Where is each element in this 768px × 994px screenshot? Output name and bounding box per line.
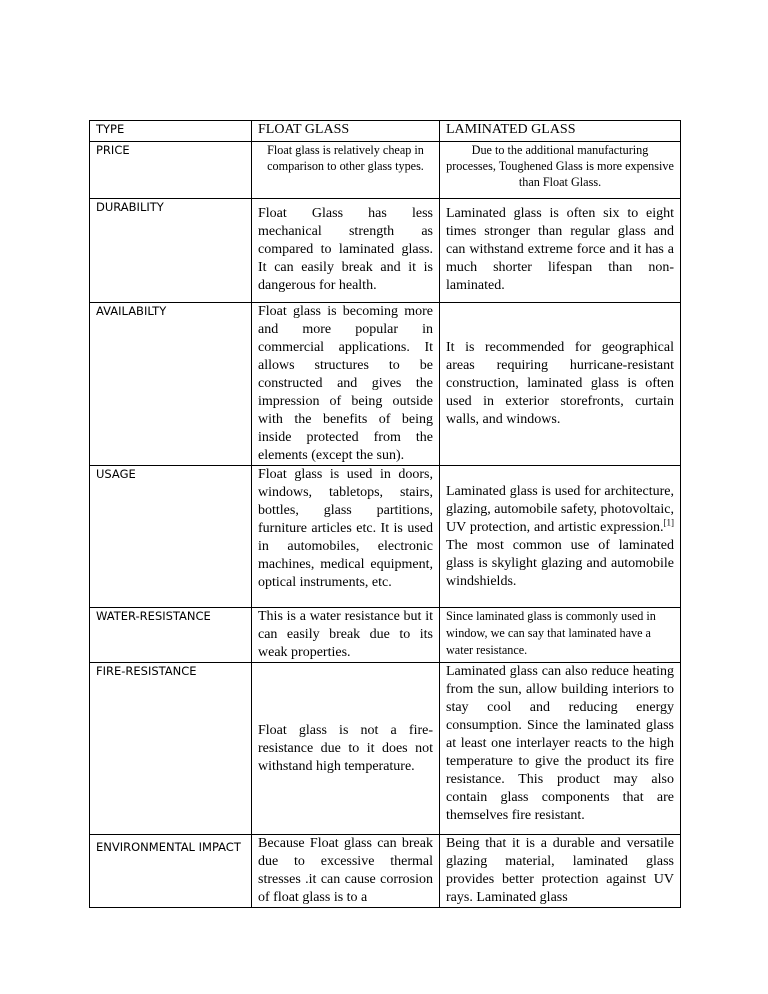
header-type: TYPE	[90, 121, 252, 142]
usage-float: Float glass is used in doors, windows, tabletops, stairs, bottles, glass partitions, furniture articles etc. It is used in automobiles, electronic machines, medical equipment, optical instruments, etc.	[252, 466, 440, 608]
availability-float: Float glass is becoming more and more popular in commercial applications. It allows structures to be constructed and gives the impression of being outside with the benefits of being inside protected from the elements (except the sun).	[252, 303, 440, 466]
environment-float: Because Float glass can break due to excessive thermal stresses .it can cause corrosion of float glass is to a	[252, 835, 440, 908]
price-float: Float glass is relatively cheap in comparison to other glass types.	[252, 142, 440, 199]
table-row-durability	[90, 199, 681, 303]
usage-laminated-text-a: Laminated glass is used for architecture, glazing, automobile safety, photovoltaic, UV protection, and artistic expression.	[446, 483, 674, 535]
row-label-fire-resistance: FIRE-RESISTANCE	[90, 663, 252, 835]
availability-laminated: It is recommended for geographical areas requiring hurricane-resistant construction, laminated glass is often used in exterior storefronts, curtain walls, and windows.	[440, 303, 681, 466]
row-label-availability: AVAILABILTY	[90, 303, 252, 466]
comparison-table	[89, 120, 681, 908]
fire-laminated: Laminated glass can also reduce heating from the sun, allow building interiors to stay cool and reducing energy consumption. Since the laminated glass at least one interlayer reacts to the high temperature to give the product its fire resistance. This product may also contain glass components that are themselves fire resistant.	[440, 663, 681, 835]
row-label-price: PRICE	[90, 142, 252, 199]
header-laminated-glass: LAMINATED GLASS	[440, 121, 681, 142]
row-label-water-resistance: WATER-RESISTANCE	[90, 608, 252, 663]
header-float-glass: FLOAT GLASS	[252, 121, 440, 142]
table-row-availability	[90, 303, 681, 466]
water-float: This is a water resistance but it can easily break due to its weak properties.	[252, 608, 440, 663]
row-label-durability: DURABILITY	[90, 199, 252, 303]
table-row-environmental-impact	[90, 835, 681, 908]
fire-float: Float glass is not a fire-resistance due to it does not withstand high temperature.	[252, 663, 440, 835]
water-laminated: Since laminated glass is commonly used in window, we can say that laminated have a water resistance.	[440, 608, 681, 663]
usage-laminated-text-b: The most common use of laminated glass is skylight glazing and automobile windshields.	[446, 537, 674, 589]
table-row-fire-resistance	[90, 663, 681, 835]
price-laminated: Due to the additional manufacturing processes, Toughened Glass is more expensive than Float Glass.	[440, 142, 681, 199]
table-row-usage	[90, 466, 681, 608]
durability-float: Float Glass has less mechanical strength as compared to laminated glass. It can easily break and it is dangerous for health.	[252, 199, 440, 303]
table-row-water-resistance	[90, 608, 681, 663]
usage-citation: [1]	[663, 516, 674, 527]
row-label-environmental-impact: ENVIRONMENTAL IMPACT	[90, 835, 252, 908]
usage-laminated	[440, 466, 681, 608]
environment-laminated: Being that it is a durable and versatile glazing material, laminated glass provides better protection against UV rays. Laminated glass	[440, 835, 681, 908]
durability-laminated: Laminated glass is often six to eight times stronger than regular glass and can withstand extreme force and it has a much shorter lifespan than non-laminated.	[440, 199, 681, 303]
row-label-usage: USAGE	[90, 466, 252, 608]
table-row-price	[90, 142, 681, 199]
table-header-row	[90, 121, 681, 142]
